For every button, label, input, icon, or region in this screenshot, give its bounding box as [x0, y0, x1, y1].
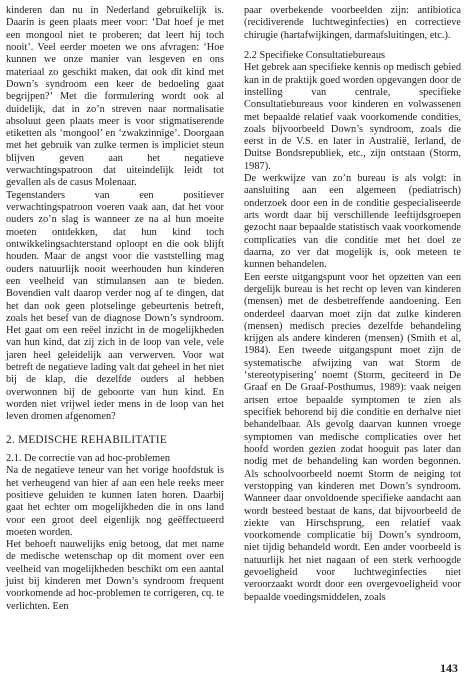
paragraph: Het behoeft nauwelijks enig betoog, dat met name de medische wetenschap op dit moment over een veelheid van mogelijkheden beschikt om een aantal juist bij kinderen met Down’s syndroom frequent voorkomende ad hoc-problemen te corrigeren, cq. te verlichten. Een: [6, 539, 224, 612]
spacer: [244, 42, 461, 50]
right-column: [244, 5, 461, 604]
left-column: [6, 5, 224, 613]
paragraph: Het gebrek aan specifieke kennis op medisch gebied kan in de praktijk goed worden opgevangen door de instelling van centrale, specifieke Consultatiebureaus voor kinderen en volwassenen met bepaalde relatief vaak voorkomende condities, zoals bijvoorbeeld Down’s syndroom, zoals die eerst in de V.S. en later in Australië, Ierland, de Duitse Bondsrepubliek, etc., zijn ontstaan (Storm, 1987).: [244, 62, 461, 172]
paragraph: Na de negatieve teneur van het vorige hoofdstuk is het verheugend van hier af aan een hele reeks meer positieve geluiden te kunnen laten horen. Daarbij gaat het echter om mogelijkheden die in ons land voor een groot deel eigenlijk nog geëffectueerd moeten worden.: [6, 465, 224, 538]
paragraph: kinderen dan nu in Nederland gebruikelijk is. Daarin is geen plaats meer voor: ‘Dat hoef je met een mongool niet te proberen; dat leert hij toch nooit’. Veel eerder moeten we ons afvragen: ‘Hoe kunnen we onze manier van lesgeven en ons materiaal zo geschikt maken, dat ook dit kind met Down’s syndroom een keer de bedoeling gaat begrijpen?’ Met die formulering wordt ook al duidelijk, dat in zo’n streven naar normalisatie absoluut geen plaats meer is voor stigmatiserende etiketten als ‘mongool’ en ‘zwakzinnige’. Doorgaan met het gebruik van zulke termen is impliciet steun blijven geven aan het negatieve verwachtingspatroon dat uiteindelijk leidt tot gevallen als de casus Molenaar.: [6, 5, 224, 189]
paragraph: paar overbekende voorbeelden zijn: antibiotica (recidiverende luchtweginfecties) en correctieve chirugie (hartafwijkingen, darmafsluitingen, etc.).: [244, 5, 461, 41]
paragraph: De werkwijze van zo’n bureau is als volgt: in aansluiting aan een algemeen (pediatrisch) onderzoek door een in de conditie gespecialiseerde arts wordt daar bij verschillende leeftijdsgroepen gezocht naar bepaalde statistisch vaak voorkomende complicaties van die conditie met het doel ze daarna, zo ver dat mogelijk is, ook meteen te kunnen behandelen.: [244, 173, 461, 271]
section-heading: 2. MEDISCHE REHABILITATIE: [6, 433, 168, 446]
paragraph: Tegenstanders van een positiever verwachtingspatroon voeren vaak aan, dat het voor ouders zo’n slag is wanneer ze na al hun moeite moeten ontdekken, dat hun kind toch ontwikkelingsachterstand oploopt en die ook blijft houden. Maar de angst voor die vaststelling mag ouders natuurlijk nooit weerhouden hun kinderen een veelheid van stimulansen aan te bieden. Bovendien valt daarop verder nog af te dingen, dat het dan ook geen plotselinge gebeurtenis betreft, zoals het besef van de diagnose Down’s syndroom. Het gaat om een reëel inzicht in de mogelijkheden van hun kind, dat zij zich in de loop van vele, vele jaren heel geleidelijk aan verwerven. Voor wat betreft de negatieve lading valt dat geheel in het niet bij de klap, die dezelfde ouders al hebben overwonnen bij de geboorte van hun kind. En worden niet vrijwel ieder mens in de loop van het leven dromen afgenomen?: [6, 189, 224, 423]
page-number: 143: [440, 661, 458, 675]
subsection-heading: 2.2 Specifieke Consultatiebureaus: [244, 49, 386, 61]
paragraph: Een eerste uitgangspunt voor het opzetten van een dergelijk bureau is het recht op leven van kinderen (mensen) met de desbetreffende aandoening. Een onderdeel daarvan moet zijn dat zulke kinderen (mensen) medisch precies dezelfde behandeling krijgen als andere kinderen (mensen) (Smith et al, 1984). Een tweede uitgangspunt moet zijn de systematische afwijzing van wat Storm de ‘stereotypisering’ noemt (Storm, geciteerd in De Graaf en De Graaf-Posthumus, 1989): vaak neigen artsen ertoe bepaalde symptomen te zien als specifiek behorend bij die conditie en derhalve niet behandelbaar. Als gevolg daarvan kunnen vroege symptomen van medische complicaties over het hoofd worden gezien zodat hooguit pas later dan nodig met de behandeling kan worden begonnen. Als schoolvoorbeeld noemt Storm de neiging tot verstopping van kinderen met Down’s syndroom. Wanneer daar onvoldoende specifieke aandacht aan wordt besteed bestaat de kans, dat bijvoorbeeld de ziekte van Hirschsprung, een relatief vaak voorkomende complicatie bij Down’s syndroom, niet tijdig behandeld wordt. Een ander voorbeeld is natuurlijk het niet nagaan of een sterk verhoogde gevoeligheid voor luchtweginfecties niet veroorzaakt wordt door een overgevoeligheid voor bepaalde voedingsmiddelen, zoals: [244, 271, 461, 603]
subsection-heading: 2.1. De correctie van ad hoc-problemen: [6, 452, 170, 464]
